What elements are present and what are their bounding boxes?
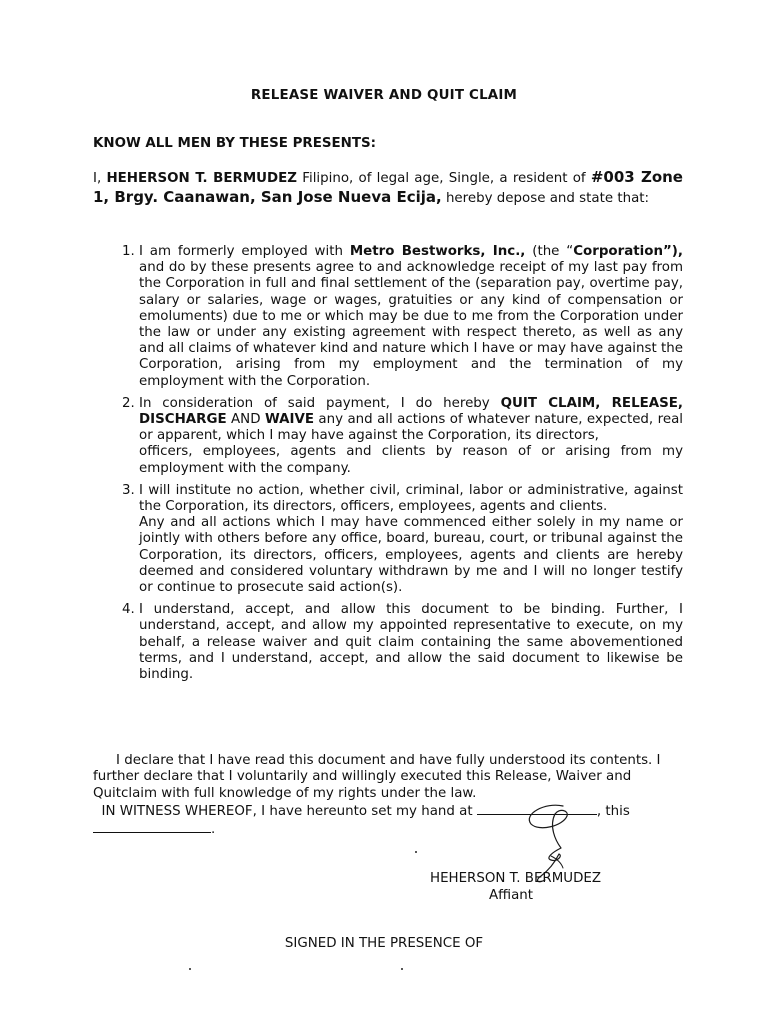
signatory-name: HEHERSON T. BERMUDEZ (430, 871, 602, 886)
witness-line (93, 802, 683, 839)
clause-item (139, 396, 683, 477)
clause-text: In consideration of said payment, I do hereby (139, 395, 501, 411)
clause-text: AND (226, 412, 265, 428)
document-title: RELEASE WAIVER AND QUIT CLAIM (250, 88, 518, 103)
witness-end: . (211, 822, 216, 838)
clause-text: Any and all actions which I may have commenced either solely in my name or jointly with others before any office, board, bureau, court, or tribunal against the Corporation, its directors, officers, employees, agents and clients are hereby deemed and considered voluntary withdrawn by me and I will no longer testify or continue to prosecute said action(s). (139, 515, 683, 596)
witness-presence-heading: SIGNED IN THE PRESENCE OF (284, 936, 484, 951)
clause-item (139, 244, 683, 390)
scan-speck (189, 968, 191, 970)
clause-item (139, 483, 683, 596)
witness-this: , this (596, 804, 630, 819)
scan-speck (401, 968, 403, 970)
date-blank-line (93, 820, 211, 833)
clause-item (139, 602, 683, 683)
clause-emphasis: WAIVE (264, 412, 314, 428)
company-name: Metro Bestworks, Inc., (349, 244, 526, 259)
intro-paragraph (93, 168, 683, 208)
intro-mid: Filipino, of legal age, Single, a resident of (297, 171, 591, 186)
defined-term: Corporation (573, 244, 663, 259)
affiant-address: #003 Zone 1, Brgy. Caanawan, San Jose Nueva Ecija, (93, 168, 683, 206)
clause-text: (the “ (525, 244, 574, 259)
clause-text: officers, employees, agents and clients by reason of or arising from my employment with the company. (139, 444, 683, 476)
intro-suffix: hereby depose and state that: (441, 191, 650, 206)
declaration-paragraph (93, 753, 683, 802)
witness-text: IN WITNESS WHEREOF, I have hereunto set my hand at (101, 804, 477, 819)
clause-text: and do by these presents agree to and acknowledge receipt of my last pay from the Corporation in full and final settlement of the (separation pay, overtime pay, salary or salaries, wage or wages, gratuities or any kind of compensation or emoluments) due to me or which may be due to me from the Corporation under the law or under any existing agreement with respect thereto, as well as any and all claims of whatever kind and nature which I have or may have against the Corporation, arising from my employment and the termination of my employment with the Corporation. (139, 260, 683, 389)
clause-text: ”) (663, 244, 678, 259)
affiant-name: HEHERSON T. BERMUDEZ (106, 171, 298, 186)
clause-text: I will institute no action, whether civil, criminal, labor or administrative, against the Corporation, its directors, officers, employees, agents and clients. (139, 482, 683, 515)
document-heading: KNOW ALL MEN BY THESE PRESENTS: (93, 136, 377, 151)
clause-text: I am formerly employed with (139, 244, 350, 259)
intro-prefix: I, (93, 171, 107, 186)
clause-text: any and all actions of whatever nature, expected, real or apparent, which I may have against the Corporation, its directors, (139, 412, 683, 444)
clause-list (0, 244, 683, 689)
scan-speck (415, 851, 417, 853)
signatory-role: Affiant (489, 888, 534, 903)
declaration-text: I declare that I have read this document and have fully understood its contents. I further declare that I voluntarily and willingly executed this Release, Waiver and Quitclaim with full knowledge of my rights under the law. (93, 753, 661, 801)
clause-text: I understand, accept, and allow this document to be binding. Further, I understand, accept, and allow my appointed representative to execute, on my behalf, a release waiver and quit claim containing the same abovementioned terms, and I understand, accept, and allow the said document to likewise be binding. (139, 602, 683, 683)
clause-emphasis: QUIT CLAIM, RELEASE, DISCHARGE (139, 395, 683, 428)
clause-text: , (677, 244, 684, 259)
